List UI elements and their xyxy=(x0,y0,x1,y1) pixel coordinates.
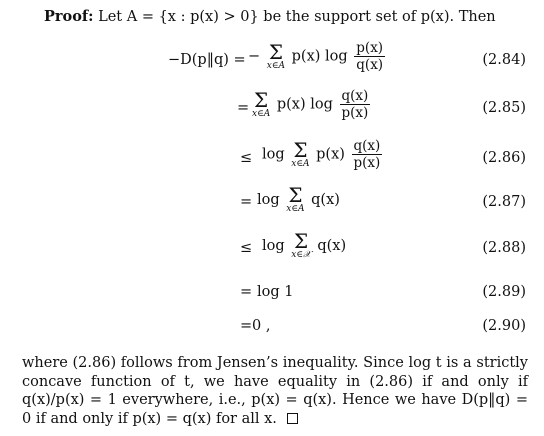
equation-rhs xyxy=(262,138,384,171)
rhs-middle: q(x) xyxy=(311,192,340,208)
rhs-prefix: 0 , xyxy=(252,318,271,334)
rhs-prefix: log xyxy=(262,146,285,163)
equation-rhs xyxy=(248,40,387,73)
rhs-middle: q(x) xyxy=(317,238,347,254)
equation-rhs xyxy=(250,88,372,121)
proof-intro-text: Let A = {x : p(x) > 0} be the support set of p(x). Then xyxy=(98,9,496,25)
conclusion-paragraph xyxy=(22,354,528,428)
rhs-prefix: log xyxy=(262,238,285,254)
equation-row xyxy=(0,229,544,272)
fraction-denominator: p(x) xyxy=(341,105,369,121)
equation-number: (2.89) xyxy=(482,284,526,300)
summation xyxy=(291,229,311,260)
summation-index: x∈A xyxy=(286,204,305,214)
equation-lhs: −D(p‖q) = xyxy=(168,52,246,68)
equation-lhs: = xyxy=(237,100,250,116)
fraction-numerator: q(x) xyxy=(341,88,369,104)
rhs-prefix: log xyxy=(257,192,280,208)
summation-index: x∈A xyxy=(252,108,271,119)
rhs-prefix: − xyxy=(248,48,261,65)
summation xyxy=(286,183,305,214)
equation-number: (2.85) xyxy=(482,100,526,116)
equation-row xyxy=(0,88,544,128)
equation-row xyxy=(0,183,544,226)
fraction-numerator: q(x) xyxy=(353,138,381,154)
sigma-symbol: Σ xyxy=(268,39,283,64)
equation-rhs xyxy=(262,229,347,260)
equation-number: (2.88) xyxy=(482,240,526,256)
summation xyxy=(252,87,271,119)
equation-lhs: = xyxy=(240,318,253,334)
fraction-numerator: p(x) xyxy=(356,40,384,56)
sigma-symbol: Σ xyxy=(254,87,269,112)
equation-lhs: ≤ xyxy=(240,240,253,256)
fraction xyxy=(354,40,385,73)
equation-lhs: = xyxy=(240,284,253,300)
equation-rhs xyxy=(257,284,293,300)
summation xyxy=(266,39,286,71)
equation-number: (2.90) xyxy=(482,318,526,334)
equation-number: (2.86) xyxy=(482,150,526,166)
equation-row xyxy=(0,40,544,80)
rhs-middle: p(x) log xyxy=(276,96,333,113)
conclusion-text: where (2.86) follows from Jensen’s inequality. Since log t is a strictly concave function of t, we have equality in (2.86) if and only if q(x)/p(x) = 1 everywhere, i.e., p(x) = q(x). Hence we have D(p‖q) = 0 if and only if p(x) = q(x) for all x. xyxy=(22,355,528,427)
summation-index: x∈𝒳 xyxy=(291,250,311,260)
rhs-middle: p(x) xyxy=(316,146,345,163)
proof-intro xyxy=(44,8,524,26)
sigma-symbol: Σ xyxy=(293,137,308,162)
equation-number: (2.87) xyxy=(482,194,526,210)
summation-index: x∈A xyxy=(266,60,286,71)
fraction-denominator: q(x) xyxy=(356,57,384,73)
equation-lhs: ≤ xyxy=(240,150,253,166)
equation-row xyxy=(0,316,544,356)
proof-label: Proof: xyxy=(44,8,94,25)
equation-rhs xyxy=(252,318,270,334)
fraction-denominator: p(x) xyxy=(353,155,381,171)
rhs-prefix: log 1 xyxy=(257,284,294,300)
equation-row xyxy=(0,138,544,178)
equation-lhs: = xyxy=(240,194,253,210)
fraction xyxy=(340,88,371,121)
summation-index: x∈A xyxy=(291,158,310,169)
fraction xyxy=(352,138,383,171)
qed-box-icon xyxy=(287,413,298,424)
equation-number: (2.84) xyxy=(482,52,526,68)
sigma-symbol: Σ xyxy=(293,229,309,253)
equation-rhs xyxy=(257,183,340,214)
summation xyxy=(291,137,310,169)
sigma-symbol: Σ xyxy=(288,183,303,207)
rhs-middle: p(x) log xyxy=(291,48,348,65)
